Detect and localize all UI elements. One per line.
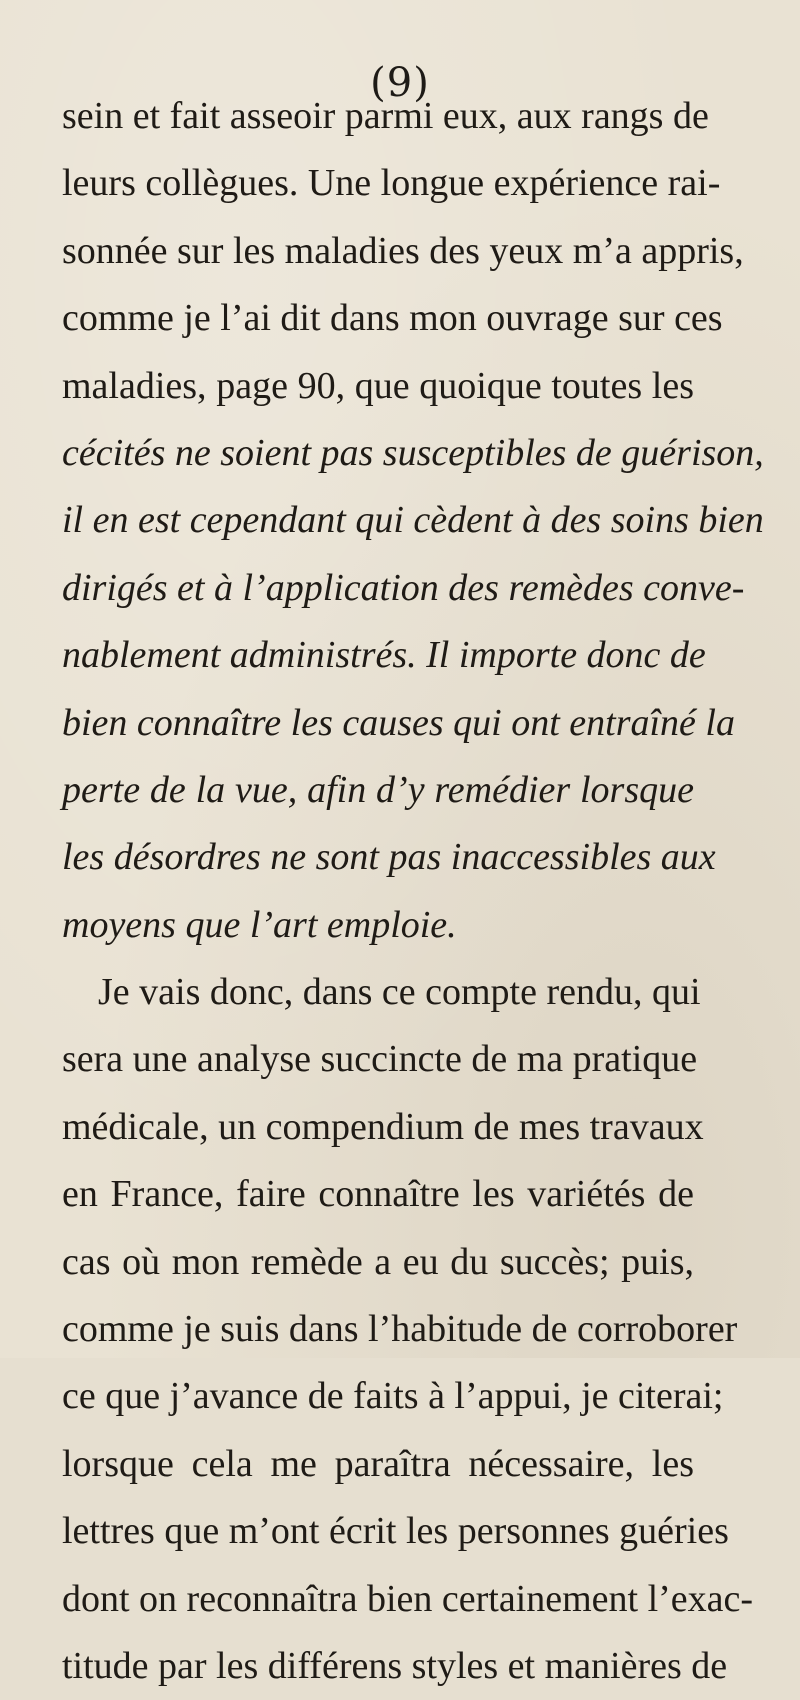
text-line: comme je suis dans l’habitude de corroborer (62, 1308, 738, 1351)
text-line: perte de la vue, afin d’y remédier lorsque (62, 768, 694, 811)
text-line: cas où mon remède a eu du succès; puis, (62, 1240, 694, 1283)
text-line: il en est cependant qui cèdent à des soins bien (62, 499, 764, 542)
text-line: médicale, un compendium de mes travaux (62, 1105, 704, 1148)
text-line: titude par les différens styles et manières de (62, 1644, 728, 1687)
text-line: comme je l’ai dit dans mon ouvrage sur ces (62, 297, 723, 340)
text-line: ce que j’avance de faits à l’appui, je citerai; (62, 1375, 724, 1418)
text-line: sera une analyse succincte de ma pratique (62, 1038, 698, 1081)
text-line: maladies, page 90, que quoique toutes les (62, 364, 694, 407)
text-line: Je vais donc, dans ce compte rendu, qui (98, 971, 701, 1014)
text-line: moyens que l’art emploie. (62, 903, 457, 946)
body-text (62, 83, 764, 1700)
text-line: les désordres ne sont pas inaccessibles aux (62, 836, 716, 879)
text-line: nablement administrés. Il importe donc de (62, 634, 706, 677)
text-line: dirigés et à l’application des remèdes conve- (62, 566, 745, 609)
text-line: lettres que m’ont écrit les personnes guéries (62, 1510, 729, 1553)
text-line: bien connaître les causes qui ont entraîné la (62, 701, 735, 744)
text-line: en France, faire connaître les variétés de (62, 1173, 694, 1216)
text-line: cécités ne soient pas susceptibles de guérison, (62, 431, 764, 474)
text-line: dont on reconnaîtra bien certainement l’exac- (62, 1577, 754, 1620)
text-line: leurs collègues. Une longue expérience rai- (62, 162, 721, 205)
text-line: lorsque cela me paraîtra nécessaire, les (62, 1442, 694, 1485)
text-line: sein et fait asseoir parmi eux, aux rangs de (62, 95, 709, 137)
text-line: sonnée sur les maladies des yeux m’a appris, (62, 229, 744, 272)
page-number: (9) (370, 60, 430, 106)
